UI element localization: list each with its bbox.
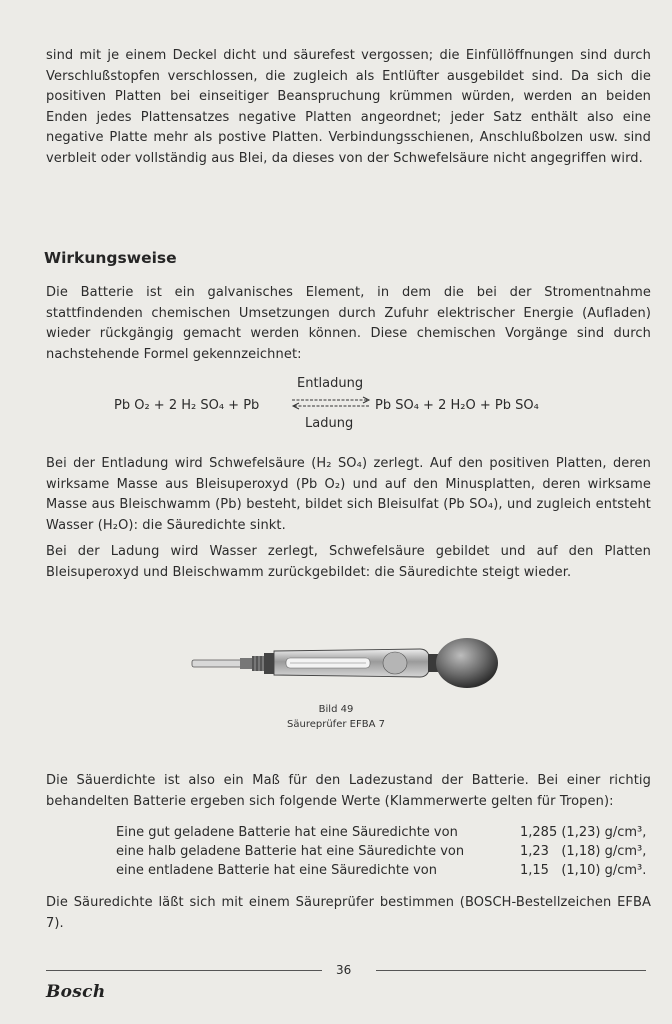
density-row-label: Eine gut geladene Batterie hat eine Säuredichte von [116,825,458,840]
reaction-arrows [288,396,374,412]
bosch-logo: Bosch [46,982,106,1002]
footer-rule-right [376,970,646,971]
chemical-formula [0,374,672,434]
density-row [116,842,656,861]
discharge-paragraph: Bei der Entladung wird Schwefelsäure (H₂ SO₄) zerlegt. Auf den positiven Platten, deren wirksame Masse aus Bleisuperoxyd (Pb O₂) und auf den Minusplatten, deren wirksame Masse aus Bleischwamm (Pb) besteht, bildet sich Bleisulfat (Pb SO₄), und zugleich entsteht Wasser (H₂O): die Säuredichte sinkt. [46,456,651,533]
page-number: 36 [336,963,352,977]
density-paragraph: Die Säuerdichte ist also ein Maß für den Ladezustand der Batterie. Bei einer richtig behandelten Batterie ergeben sich folgende Werte (Klammerwerte gelten für Tropen): [46,773,651,809]
density-row [116,861,656,880]
rubber-bulb [436,638,498,688]
closing-paragraph: Die Säuredichte läßt sich mit einem Säureprüfer bestimmen (BOSCH-Bestellzeichen EFBA 7). [46,895,651,931]
density-row-label: eine entladene Batterie hat eine Säuredichte von [116,863,437,878]
density-values-list [116,823,656,880]
formula-discharge-label: Entladung [297,376,364,391]
charge-paragraph: Bei der Ladung wird Wasser zerlegt, Schwefelsäure gebildet und auf den Platten Bleisuperoxyd und Bleischwamm zurückgebildet: die Säuredichte steigt wieder. [46,544,651,580]
figure-number: Bild 49 [318,704,354,715]
formula-charge-label: Ladung [305,416,354,431]
float-weight [383,652,407,674]
density-row [116,823,656,842]
rubber-plug [264,653,274,674]
density-row-value: 1,15 (1,10) g/cm³. [520,863,647,878]
footer-rule-left [46,970,322,971]
density-row-value: 1,285 (1,23) g/cm³, [520,825,647,840]
hydrometer-illustration [190,632,502,696]
section-heading: Wirkungsweise [44,249,177,267]
density-row-label: eine halb geladene Batterie hat eine Säuredichte von [116,844,465,859]
intro-paragraph: Die Batterie ist ein galvanisches Element, in dem die bei der Stromentnahme stattfindenden chemischen Umsetzungen durch Zufuhr elektrischer Energie (Aufladen) wieder rückgängig gemacht werden können. Diese chemischen Vorgänge sind durch nachstehende Formel gekennzeichnet: [46,285,651,362]
top-paragraph: sind mit je einem Deckel dicht und säurefest vergossen; die Einfüllöffnungen sind durch Verschlußstopfen verschlossen, die zugleich als Entlüfter ausgebildet sind. Da sich die positiven Platten bei einseitiger Beanspruchung krümmen würden, werden an beiden Enden jedes Plattensatzes negative Platten angeordnet; jeder Satz enthält also eine negative Platte mehr als postive Platten. Verbindungsschienen, Anschlußbolzen usw. sind verbleit oder vollständig aus Blei, da dieses von der Schwefelsäure nicht angegriffen wird. [46,48,651,166]
nozzle-thread [252,656,264,671]
formula-left-side: Pb O₂ + 2 H₂ SO₄ + Pb [114,398,260,413]
formula-right-side: Pb SO₄ + 2 H₂O + Pb SO₄ [375,398,539,413]
nozzle-collar [240,658,252,669]
figure-caption: Säureprüfer EFBA 7 [287,719,385,730]
density-row-value: 1,23 (1,18) g/cm³, [520,844,647,859]
